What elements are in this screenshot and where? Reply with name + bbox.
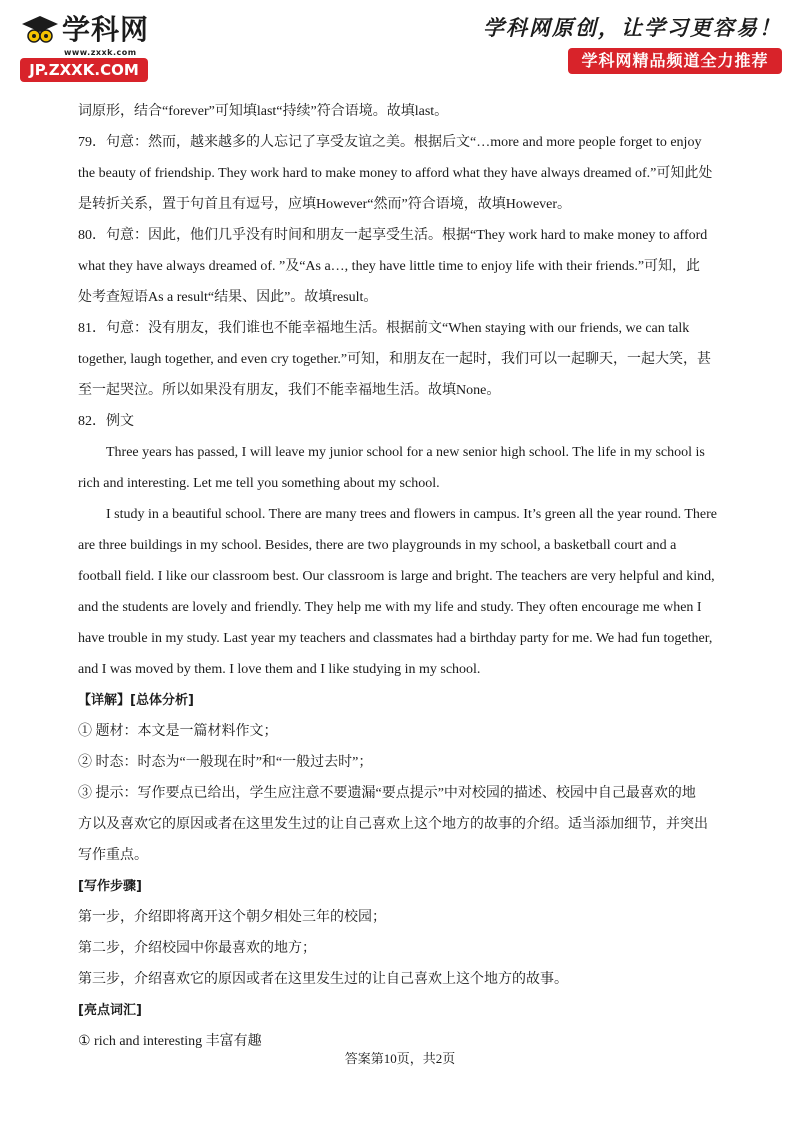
text-line: 79．句意：然而，越来越多的人忘记了享受友谊之美。根据后文“…more and more people forget to enjoy bbox=[78, 135, 702, 150]
text-line: together, laugh together, and even cry together.”可知，和朋友在一起时，我们可以一起聊天，一起大笑，甚 bbox=[78, 352, 712, 367]
graduation-cap-icon bbox=[20, 14, 60, 48]
slogan: 学科网原创，让学习更容易！ bbox=[483, 15, 782, 40]
text-line: and the students are lovely and friendly. They help me with my life and study. They often encourage me when I bbox=[78, 600, 702, 615]
text-line: and I was moved by them. I love them and I like studying in my school. bbox=[78, 662, 481, 677]
logo-badge: JP.ZXXK.COM bbox=[20, 58, 148, 82]
text-line: 写作重点。 bbox=[78, 848, 148, 863]
text-line: 80．句意：因此，他们几乎没有时间和朋友一起享受生活。根据“They work hard to make money to afford bbox=[78, 228, 708, 243]
text-line: ② 时态：时态为“一般现在时”和“一般过去时”； bbox=[78, 755, 373, 770]
text-line: what they have always dreamed of. ”及“As a…, they have little time to enjoy life with their friends.”可知，此 bbox=[78, 259, 701, 274]
page-footer: 答案第10页，共2页 bbox=[344, 1051, 456, 1066]
text-line: 82．例文 bbox=[78, 414, 134, 429]
text-line: 词原形，结合“forever”可知填last“持续”符合语境。故填last。 bbox=[78, 104, 449, 119]
text-line: Three years has passed, I will leave my junior school for a new senior high school. The life in my school is bbox=[106, 445, 705, 460]
text-line: 第二步，介绍校园中你最喜欢的地方； bbox=[78, 941, 316, 956]
answer-content bbox=[78, 96, 720, 1057]
logo-title: 学科网 bbox=[62, 13, 150, 46]
logo-url: www.zxxk.com bbox=[64, 48, 137, 57]
text-line: 处考查短语As a result“结果、因此”。故填result。 bbox=[78, 290, 378, 305]
text-line: 第一步，介绍即将离开这个朝夕相处三年的校园； bbox=[78, 910, 386, 925]
section-heading: [亮点词汇] bbox=[78, 1003, 142, 1018]
slogan-badge: 学科网精品频道全力推荐 bbox=[568, 48, 782, 74]
text-line: 方以及喜欢它的原因或者在这里发生过的让自己喜欢上这个地方的故事的介绍。适当添加细节，并突出 bbox=[78, 817, 708, 832]
site-logo[interactable] bbox=[20, 8, 170, 78]
text-line: 第三步，介绍喜欢它的原因或者在这里发生过的让自己喜欢上这个地方的故事。 bbox=[78, 972, 568, 987]
text-line: are three buildings in my school. Besides, there are two playgrounds in my school, a basketball court and a bbox=[78, 538, 677, 553]
text-line: ③ 提示：写作要点已给出，学生应注意不要遗漏“要点提示”中对校园的描述、校园中自己最喜欢的地 bbox=[78, 786, 696, 801]
section-heading: [写作步骤] bbox=[78, 879, 142, 894]
text-line: I study in a beautiful school. There are many trees and flowers in campus. It’s green all the year round. There bbox=[106, 507, 717, 522]
text-line: football field. I like our classroom best. Our classroom is large and bright. The teachers are very helpful and kind, bbox=[78, 569, 715, 584]
page-header bbox=[0, 0, 800, 90]
text-line: 至一起哭泣。所以如果没有朋友，我们不能幸福地生活。故填None。 bbox=[78, 383, 501, 398]
text-line: rich and interesting. Let me tell you something about my school. bbox=[78, 476, 440, 491]
text-line: 81．句意：没有朋友，我们谁也不能幸福地生活。根据前文“When staying with our friends, we can talk bbox=[78, 321, 690, 336]
text-line: ① 题材：本文是一篇材料作文； bbox=[78, 724, 278, 739]
text-line: have trouble in my study. Last year my teachers and classmates had a birthday party for me. We had fun together, bbox=[78, 631, 713, 646]
text-line: the beauty of friendship. They work hard to make money to afford what they have always dreamed of.”可知此处 bbox=[78, 166, 713, 181]
text-line: ① rich and interesting 丰富有趣 bbox=[78, 1034, 262, 1049]
section-heading: 【详解】[总体分析] bbox=[78, 693, 194, 708]
text-line: 是转折关系，置于句首且有逗号，应填However“然而”符合语境，故填However。 bbox=[78, 197, 572, 212]
